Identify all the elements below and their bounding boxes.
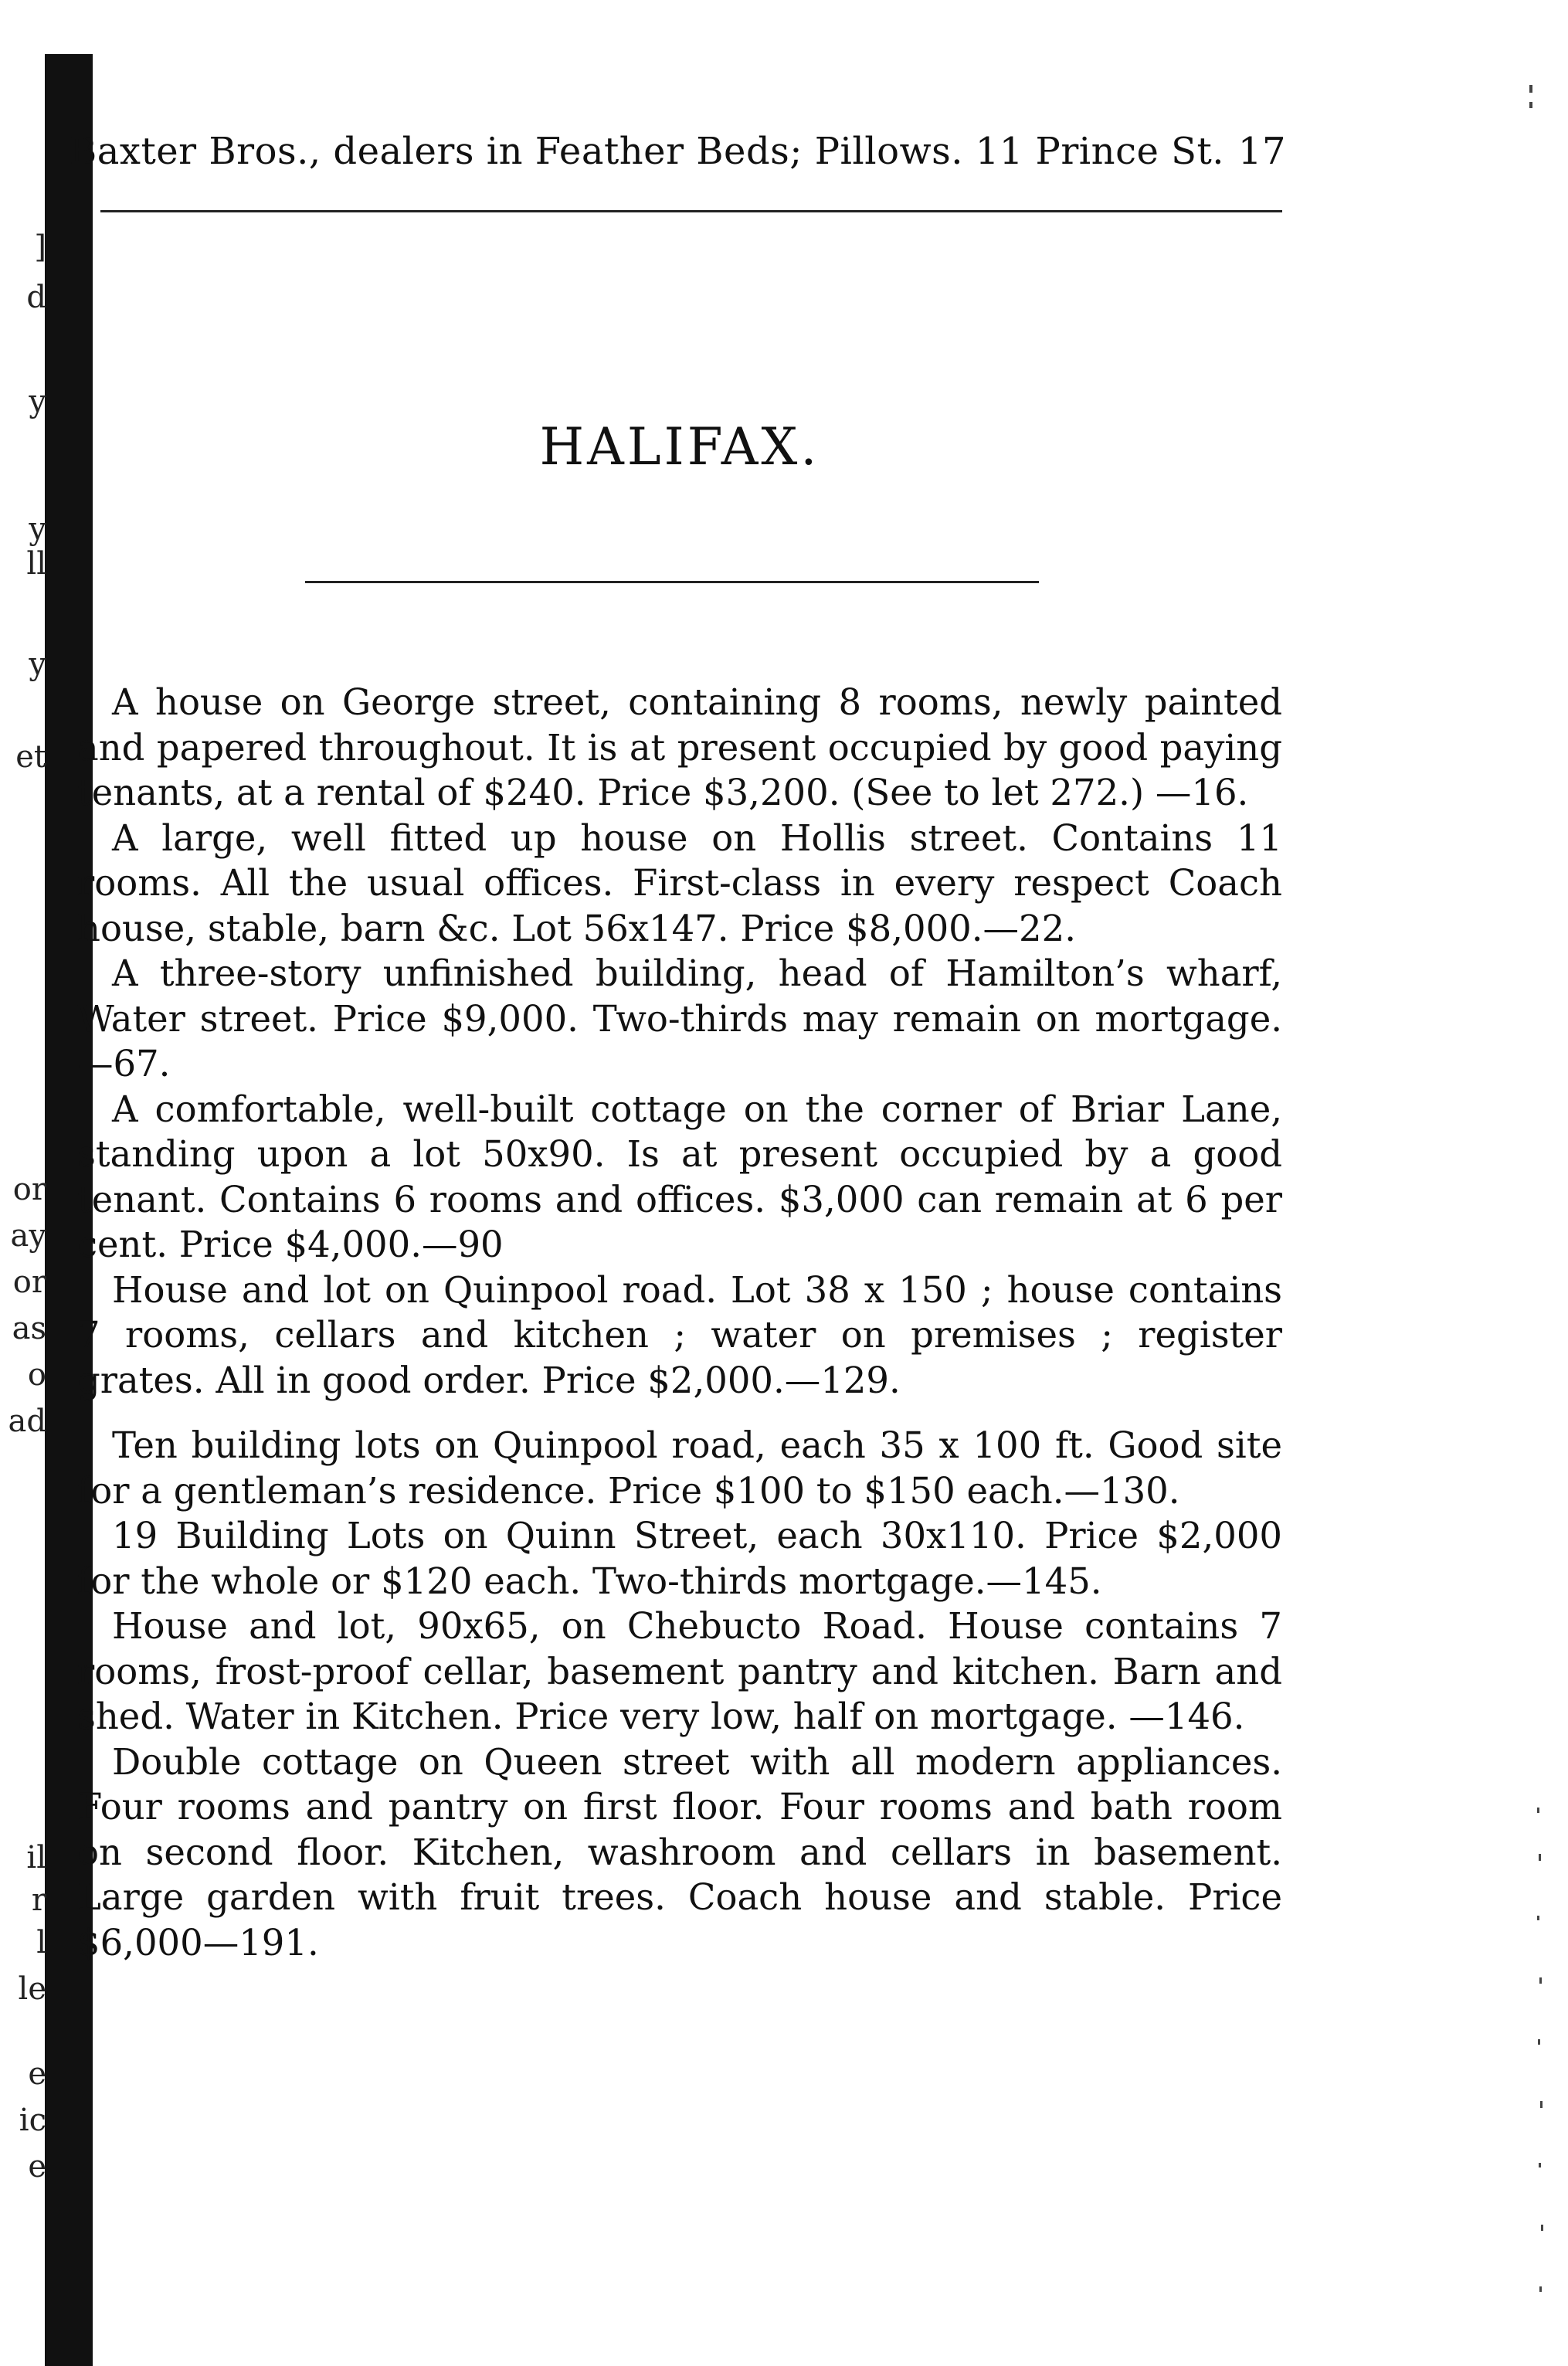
listing-entry: House and lot, 90x65, on Chebucto Road. House contains 7 rooms, frost-proof cellar, basement pantry and kitchen. Barn and shed. Water in Kitchen. Price very low, half on mortgage. —146. [77,1605,1282,1737]
margin-fragment: l [36,1925,46,1960]
margin-fragment: y [29,647,46,682]
listing-entry: Ten building lots on Quinpool road, each 35 x 100 ft. Good site for a gentleman’s residence. Price $100 to $150 each.—130. [77,1424,1282,1512]
margin-fragment: or [12,1172,46,1207]
margin-fragment: il [26,1840,46,1875]
margin-fragment: ic [19,2103,46,2138]
title-rule [305,581,1039,583]
margin-fragment: ] [34,229,46,265]
listing-entry: House and lot on Quinpool road. Lot 38 x 150 ; house contains 7 rooms, cellars and kitchen ; water on premises ; register grates. All in good order. Price $2,000.—129. [77,1268,1282,1401]
margin-fragment: r [31,1882,46,1918]
listing-entry: Double cottage on Queen street with all modern appliances. Four rooms and pantry on first floor. Four rooms and bath room on second floor. Kitchen, washroom and cellars in basement. Large garden with fruit trees. Coach house and stable. Price $6,000—191. [77,1740,1282,1964]
margin-fragment: e [28,2149,46,2184]
listing-entry: 19 Building Lots on Quinn Street, each 30x110. Price $2,000 for the whole or $120 each. Two-thirds mortgage.—145. [77,1515,1282,1602]
listing-entry: A house on George street, containing 8 rooms, newly painted and papered throughout. It is at present occupied by good paying tenants, at a rental of $240. Price $3,200. (See to let 272.) —16. [77,681,1282,813]
margin-fragment: ad [8,1404,46,1439]
margin-fragment: y [29,384,46,419]
listing-entry: A comfortable, well-built cottage on the corner of Briar Lane, standing upon a lot 50x90. Is at present occupied by a good tenant. Contains 6 rooms and offices. $3,000 can remain at 6 per cent. Price $4,000.—90 [77,1088,1282,1265]
margin-fragment: or [12,1264,46,1300]
margin-fragment: ll [26,546,46,582]
margin-fragment: as [12,1311,46,1346]
section-title: HALIFAX. [539,417,820,477]
scan-edge-specks [1506,0,1568,2366]
header-advertisement: Baxter Bros., dealers in Feather Beds; Pillows. 11 Prince St. [70,130,1225,173]
property-listings [77,680,1282,1965]
header-rule [100,210,1282,212]
margin-fragment: d [26,280,46,315]
listing-entry: A three-story unfinished building, head of Hamilton’s wharf, Water street. Price $9,000. Two-thirds may remain on mortgage.—67. [77,952,1282,1085]
margin-fragment: le [18,1971,46,2007]
margin-fragment: et [15,739,46,775]
margin-fragment: ay [10,1218,46,1254]
margin-fragment: y [29,511,46,547]
margin-fragment: o [27,1357,46,1393]
running-header [70,130,1286,173]
page-number: 17 [1237,130,1286,173]
listing-entry: A large, well fitted up house on Hollis street. Contains 11 rooms. All the usual offices. First-class in every respect Coach house, stable, barn &c. Lot 56x147. Price $8,000.—22. [77,816,1282,949]
margin-fragment: e [28,2056,46,2092]
